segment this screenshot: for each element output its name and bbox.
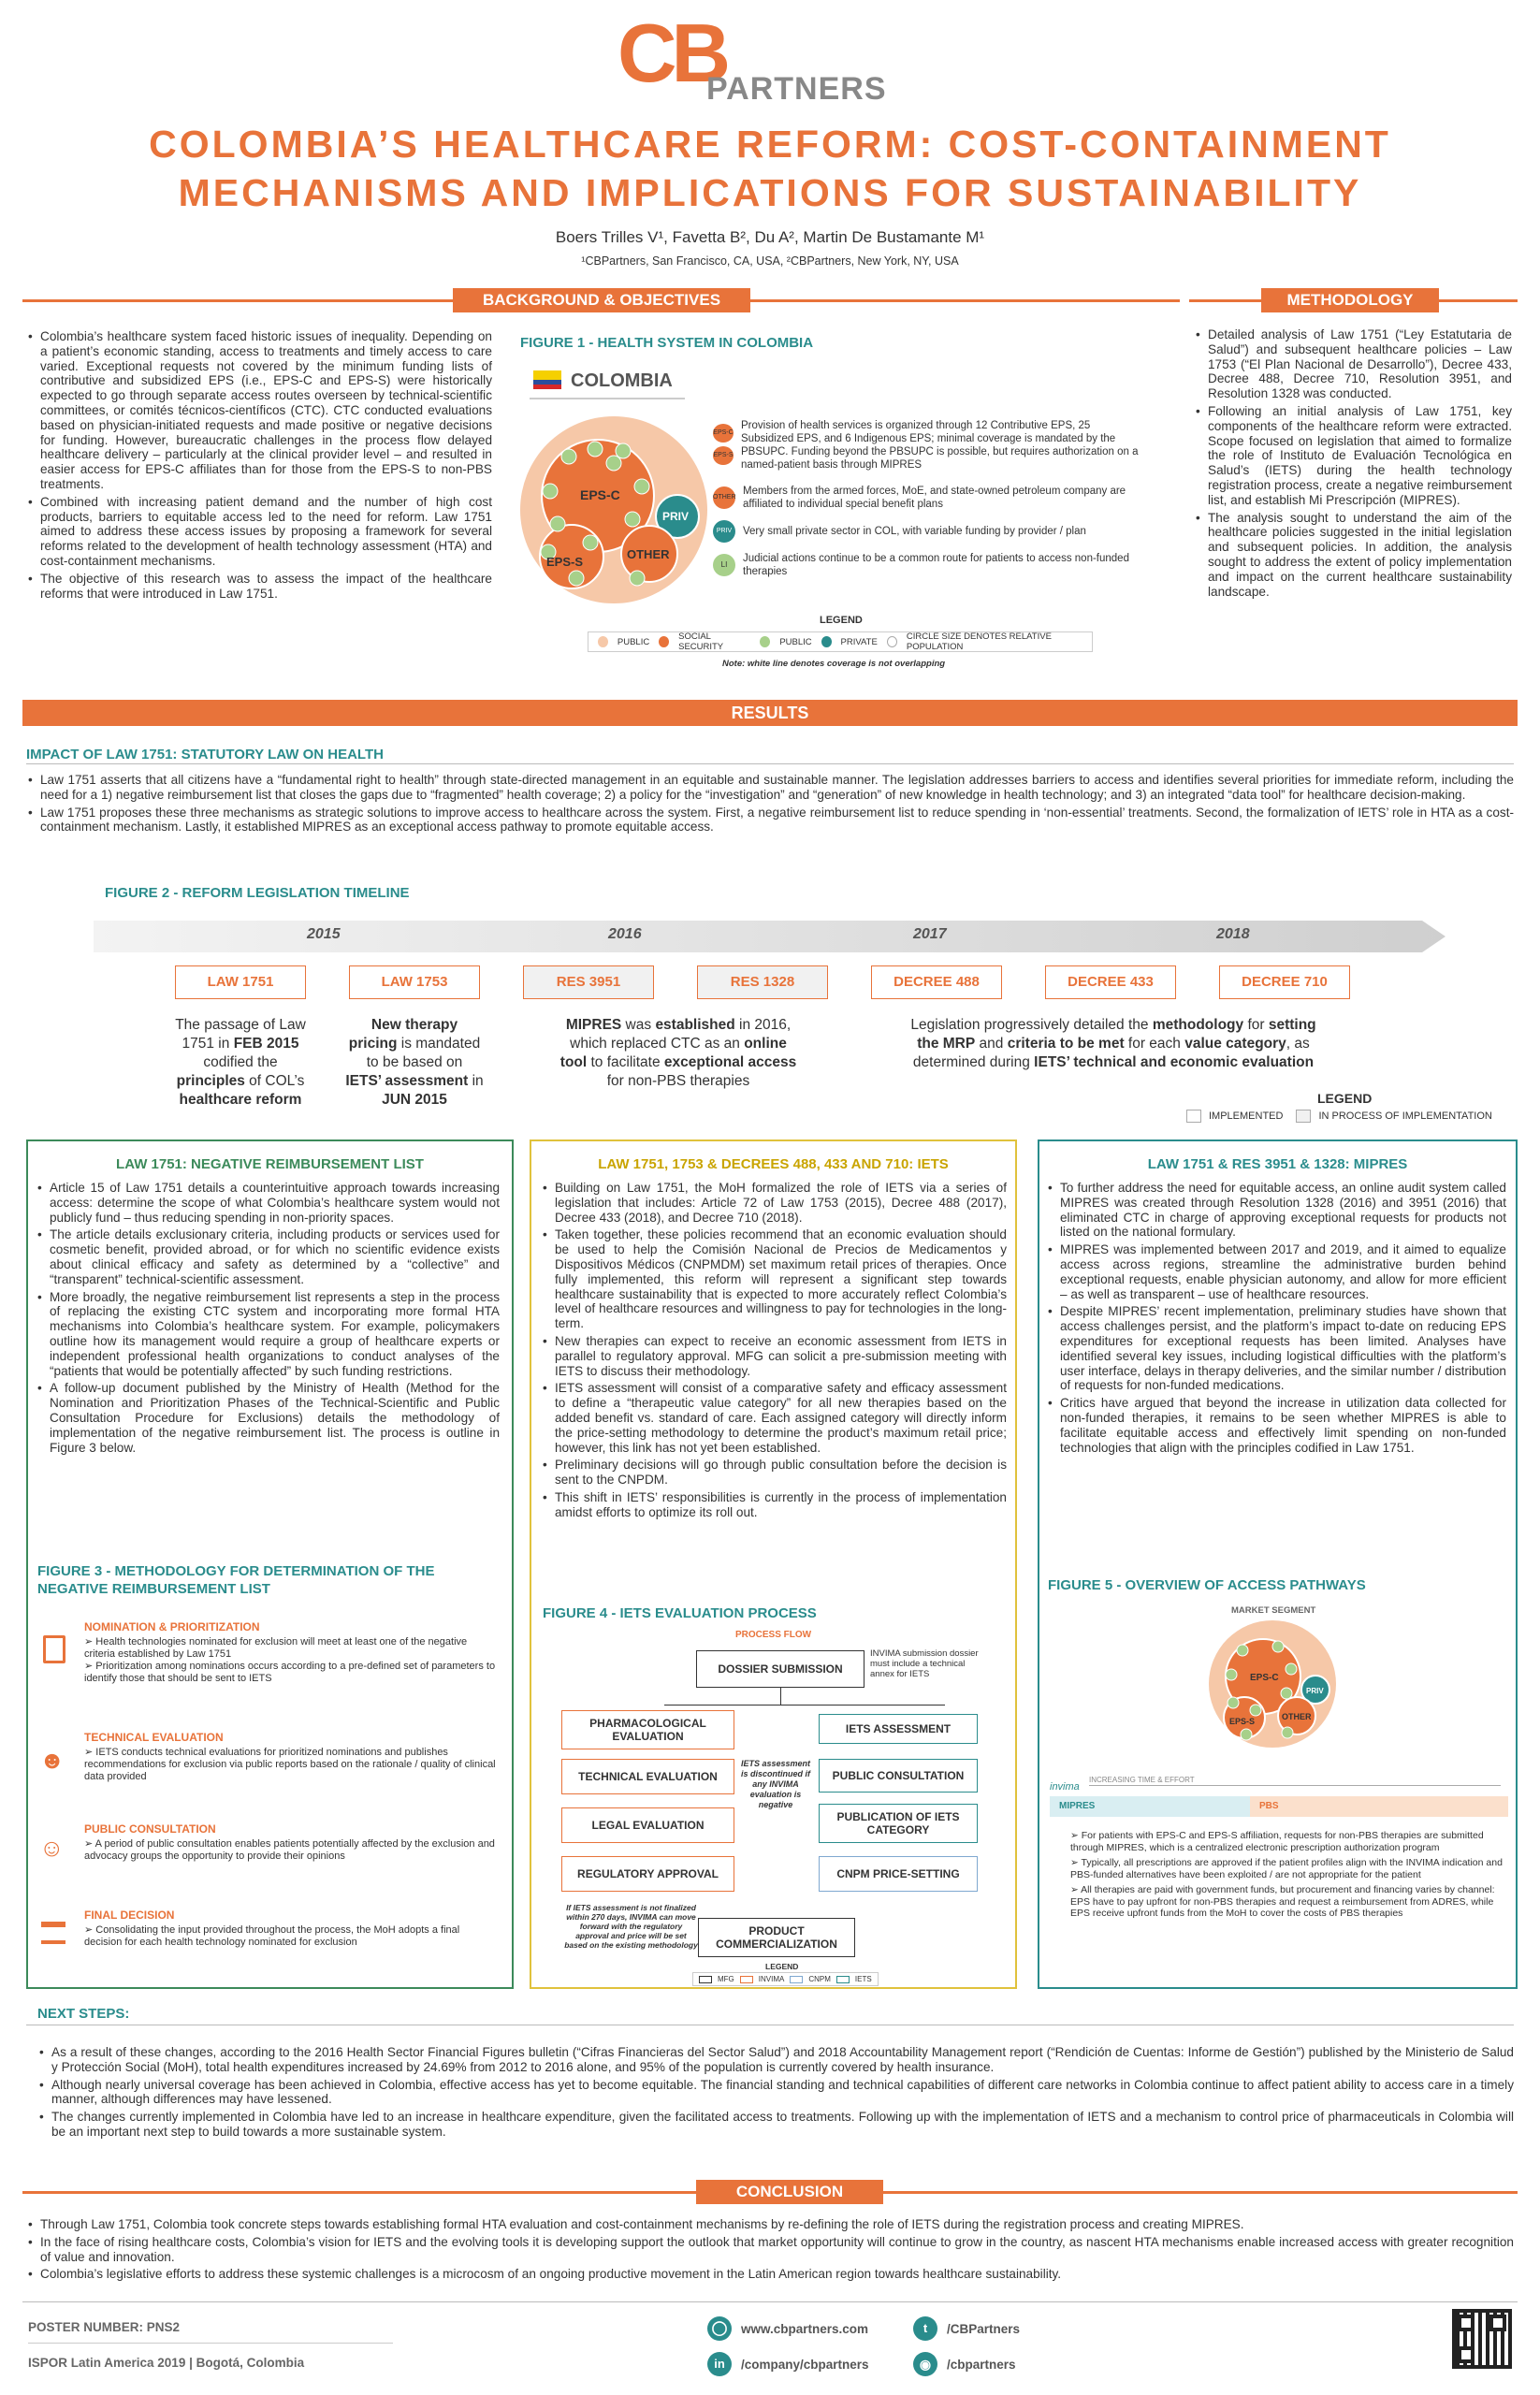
qr-code-icon[interactable]: [1452, 2309, 1512, 2369]
next-p2: • Although nearly universal coverage has been achieved in Colombia, effective access has yet to become equitable. The financial standing and technical capabilities of different care networks in Colombia continue to affect patient ability to access care in a timely manner, although differences may have lessened.: [37, 2078, 1514, 2108]
event-name: ISPOR Latin America 2019 | Bogotá, Colombia: [28, 2356, 305, 2370]
legend-implemented: IMPLEMENTED: [1209, 1110, 1284, 1122]
twitter-icon: t: [913, 2316, 937, 2341]
people-icon: ☺: [39, 1834, 65, 1862]
figure-4-title: FIGURE 4 - IETS EVALUATION PROCESS: [543, 1605, 817, 1621]
col1-p4: • A follow-up document published by the Ministry of Health (Method for the Nomination and Prioritization Phases of the Technical-Scientific and Public Consultation Procedure for Exclusions) details the methodology of implementation of the negative reimbursement list. The process is outline in Figure 3 below.: [36, 1381, 500, 1455]
col1-p2: • The article details exclusionary criteria, including products or services used for cosmetic benefit, provided abroad, or for which no scientific evidence exists about clinical efficacy and safety as determined by a “collective” and “transparent” technical-scientific assessment.: [36, 1227, 500, 1286]
col2-text: [541, 1181, 1007, 1523]
document-icon: [43, 1635, 65, 1663]
fig1-row-text-other: Members from the armed forces, MoE, and state-owned petroleum company are affiliated to individual special benefit plans: [743, 486, 1126, 510]
invima-note: INVIMA submission dossier must include a technical annex for IETS: [870, 1648, 979, 1679]
svg-text:EPS-S: EPS-S: [1229, 1717, 1256, 1726]
timeline-res-3951: RES 3951: [523, 965, 654, 999]
fig2-legend-title: LEGEND: [1317, 1091, 1373, 1106]
regulatory-approval-box: REGULATORY APPROVAL: [561, 1856, 734, 1892]
legend-social-security: SOCIAL SECURITY: [678, 631, 724, 652]
impact-title: IMPACT OF LAW 1751: STATUTORY LAW ON HEALTH: [26, 747, 384, 762]
legend-cnpm: CNPM: [808, 1975, 831, 1983]
technical-evaluation-box: TECHNICAL EVALUATION: [561, 1759, 734, 1794]
legend-public-2: PUBLIC: [779, 636, 812, 647]
colombia-flag-icon: [533, 370, 561, 389]
legend-circle-size: CIRCLE SIZE DENOTES RELATIVE POPULATION: [906, 631, 1052, 652]
time-effort-axis: [1089, 1776, 1501, 1787]
col3-p1: • To further address the need for equitable access, an online audit system called MIPRES was created through Resolution 1328 (2016) and 3951 (2016) that eliminated CTC in charge of approving exceptional requests for products not listed on the national formulary.: [1046, 1181, 1506, 1240]
legend-invima: INVIMA: [758, 1975, 785, 1983]
timeline-desc-3: MIPRES was established in 2016, which replaced CTC as an online tool to facilitate exceptional access for non-PBS therapies: [559, 1017, 797, 1089]
health-system-bubbles: [520, 412, 707, 608]
methodology-header: METHODOLOGY: [1261, 288, 1439, 312]
figure-2-title: FIGURE 2 - REFORM LEGISLATION TIMELINE: [105, 885, 410, 901]
fig2-legend: [1186, 1110, 1492, 1123]
timeline-decree-488: DECREE 488: [871, 965, 1002, 999]
col1-p3: • More broadly, the negative reimbursement list represents a step in the process of replacing the existing CTC system and incorporating more formal HTA mechanisms into Colombia’s healthcare system. For example, policymakers outline how its management would require a group of healthcare experts or independent professional health organizations to conduct analyses of the “patients that would be potentially affected” by such funding restrictions.: [36, 1290, 500, 1379]
impact-p1: • Law 1751 asserts that all citizens have a “fundamental right to health” through state-directed management in an equitable and sustainable manner. The legislation addresses barriers to access and identifies several priorities for immediate reform, including the need for a 1) negative reimbursement list that closes the gaps due to “fragmented” health coverage; 2) a policy for the “investigation” and “generation” of new knowledge in health technology; and 3) an integrated “data tool” for healthcare decision-making.: [26, 773, 1514, 803]
website-text: www.cbpartners.com: [741, 2321, 869, 2336]
col1-p1: • Article 15 of Law 1751 details a counterintuitive approach towards increasing access: determine the scope of what Colombia’s healthcare system would not publicly fund – thus reducing spending in non-priority spaces.: [36, 1181, 500, 1225]
svg-text:PRIV: PRIV: [1306, 1687, 1324, 1695]
next-steps-title: NEXT STEPS:: [37, 2006, 130, 2022]
legal-evaluation-box: LEGAL EVALUATION: [561, 1807, 734, 1843]
legend-private: PRIVATE: [840, 636, 878, 647]
title-line-1: COLOMBIA’S HEALTHCARE REFORM: COST-CONTAINMENT: [149, 123, 1391, 166]
timeline-law-1753: LAW 1753: [349, 965, 480, 999]
linkedin-link[interactable]: [707, 2352, 869, 2376]
col2-p3: • New therapies can expect to receive an economic assessment from IETS in parallel to regulatory approval. MFG can solicit a pre-submission meeting with IETS to discuss their methodology.: [541, 1334, 1007, 1378]
eps-icon: EPS-C EPS-S: [713, 424, 734, 467]
fig1-row-li: [713, 552, 1143, 578]
next-steps-text: [37, 2045, 1514, 2142]
col2-p6: • This shift in IETS’ responsibilities is currently in the process of implementation amidst efforts to optimize its roll out.: [541, 1490, 1007, 1520]
process-flow-label: PROCESS FLOW: [735, 1630, 812, 1640]
axis-label: INCREASING TIME & EFFORT: [1089, 1776, 1195, 1784]
cnpm-price-setting-box: CNPM PRICE-SETTING: [819, 1856, 978, 1892]
fig5-bullet-3: All therapies are paid with government funds, but procurement and financing varies by channel: EPS have to pay upfront for non-PBS therapies and request a reimbursement from ADRES, while EPS receive upfront funds from the MoH to cover the costs of PBS therapies: [1070, 1884, 1495, 1919]
col2-p1: • Building on Law 1751, the MoH formalized the role of IETS via a series of legislation that includes: Article 72 of Law 1753 (2015), Decree 488 (2017), Decree 433 (2018), and Decree 710 (2018).: [541, 1181, 1007, 1225]
timeline-res-1328: RES 1328: [697, 965, 828, 999]
conclusion-p1: • Through Law 1751, Colombia took concrete steps towards establishing formal HTA evaluation and cost-containment mechanisms by re-defining the role of IETS during the registration process and creating MIPRES.: [26, 2217, 1514, 2232]
publication-iets-category-box: PUBLICATION OF IETS CATEGORY: [819, 1804, 978, 1843]
priv-icon: PRIV: [713, 520, 735, 543]
fig1-row-priv: [713, 520, 1143, 543]
country-label: COLOMBIA: [571, 370, 673, 391]
impact-p2: • Law 1751 proposes these three mechanisms as strategic solutions to improve access to healthcare across the system. First, a negative reimbursement list to reduce spending in ‘non-essential’ treatments. Second, the formalization of IETS’ role in HTA as a cost-containment mechanism. Lastly, it established MIPRES as an exceptional access pathway to promote equitable access.: [26, 806, 1514, 835]
logo-cb: CB: [617, 7, 726, 99]
priv-label: PRIV: [662, 510, 690, 523]
linkedin-text: /company/cbpartners: [741, 2357, 869, 2372]
linkedin-icon: in: [707, 2352, 732, 2376]
pharmacological-evaluation-box: PHARMACOLOGICAL EVALUATION: [561, 1710, 734, 1749]
iets-discontinued-note: IETS assessment is discontinued if any INVIMA evaluation is negative: [740, 1759, 811, 1809]
legend-iets: IETS: [854, 1975, 872, 1983]
people-group-icon: ☻: [39, 1746, 65, 1774]
timeline-decree-433: DECREE 433: [1045, 965, 1176, 999]
pbs-bar: PBS: [1250, 1796, 1508, 1817]
instagram-text: /cbpartners: [947, 2357, 1016, 2372]
fig1-row-text-eps: Provision of health services is organized through 12 Contributive EPS, 25 Subsidized EPS, and 6 Indigenous EPS; minimal coverage is mandated by the PBSUPC. Funding beyond the PBSUPC is possible, but requires authorization on a named-patient basis through MIPRES: [741, 420, 1139, 471]
next-p1: • As a result of these changes, according to the 2016 Health Sector Financial Figures bulletin (“Cifras Financieras del Sector Salud”) and 2018 Accountability Management report (“Rendición de Cuentas: Informe de Gestión”) published by the Ministerio de Salud y Protección Social (MoH), total health expenditures increased by 24.69% from 2012 to 2016 alone, and 95% of the population is currently covered by health insurance.: [37, 2045, 1514, 2075]
background-text: [26, 329, 492, 603]
figure-5-title: FIGURE 5 - OVERVIEW OF ACCESS PATHWAYS: [1048, 1577, 1366, 1593]
market-segment-label: MARKET SEGMENT: [1231, 1605, 1316, 1616]
logo: [617, 7, 917, 107]
invima-logo: invima: [1050, 1781, 1080, 1793]
figure-1-title: FIGURE 1 - HEALTH SYSTEM IN COLOMBIA: [520, 335, 814, 351]
other-icon: OTHER: [713, 486, 735, 509]
mipres-bar: MIPRES: [1050, 1796, 1250, 1817]
methodology-p1: • Detailed analysis of Law 1751 (“Ley Estatutaria de Salud”) and subsequent healthcare policies – Law 1753 (“El Plan Nacional de Desarrollo”), Decree 433, Decree 488, Decree 710, Resolution 3951, and Resolution 1328 was conducted.: [1194, 327, 1512, 401]
iets-assessment-box: IETS ASSESSMENT: [819, 1714, 978, 1744]
other-label: OTHER: [627, 547, 670, 561]
col3-p2: • MIPRES was implemented between 2017 and 2019, and it aimed to equalize access across regions, streamline the administrative burden behind exceptional requests, enable physician autonomy, and allow for more efficient – as well as transparent – use of healthcare resources.: [1046, 1242, 1506, 1301]
col2-p5: • Preliminary decisions will go through public consultation before the decision is sent to the CNPDM.: [541, 1458, 1007, 1488]
twitter-text: /CBPartners: [947, 2321, 1021, 2336]
next-p3: • The changes currently implemented in Colombia have led to an increase in healthcare expenditure, given the facilitated access to treatments. Following up with the implementation of IETS and a mechanism to control price of pharmaceuticals in Colombia will be an important next step to build towards a more sustainable system.: [37, 2110, 1514, 2140]
conclusion-p3: • Colombia’s legislative efforts to address these systemic challenges is a microcosm of an ongoing productive movement in the Latin American region towards healthcare sustainability.: [26, 2267, 1514, 2282]
country-underline: [530, 398, 685, 399]
instagram-icon: ◉: [913, 2352, 937, 2376]
fig1-note: Note: white line denotes coverage is not overlapping: [722, 659, 946, 669]
access-pathway-bubbles: [1207, 1618, 1338, 1749]
methodology-text: [1194, 327, 1512, 602]
logo-partners: PARTNERS: [706, 71, 887, 107]
twitter-link[interactable]: [913, 2316, 1020, 2341]
fig4-legend-title: LEGEND: [765, 1962, 799, 1971]
dossier-submission-box: DOSSIER SUBMISSION: [696, 1650, 864, 1688]
poster-number: POSTER NUMBER: PNS2: [28, 2320, 181, 2334]
fig1-row-eps: [713, 419, 1143, 472]
timeline-desc-2: New therapy pricing is mandated to be based on IETS’ assessment in JUN 2015: [345, 1017, 484, 1108]
fig4-legend: [692, 1972, 879, 1986]
col3-p3: • Despite MIPRES’ recent implementation, preliminary studies have shown that access challenges persist, and the platform’s impact to-date on reducing EPS expenditures for exceptional requests has been limited. Analyses have identified several key issues, including logistical difficulties with the platform’s user interface, delays in therapy deliveries, and the similar number / distribution of requests for non-funded medications.: [1046, 1304, 1506, 1393]
timeline-decree-710: DECREE 710: [1219, 965, 1350, 999]
government-building-icon: [41, 1922, 65, 1944]
instagram-link[interactable]: [913, 2352, 1016, 2376]
methodology-p3: • The analysis sought to understand the aim of the healthcare policies suggested in the initial legislation and subsequent policies. In addition, the analysis sought to address the extent of policy implementation and impact on the current healthcare sustainability landscape.: [1194, 511, 1512, 600]
conclusion-text: [26, 2217, 1514, 2285]
col1-title: LAW 1751: NEGATIVE REIMBURSEMENT LIST: [116, 1156, 424, 1172]
background-header: BACKGROUND & OBJECTIVES: [453, 288, 750, 312]
col2-title: LAW 1751, 1753 & DECREES 488, 433 AND 710: IETS: [598, 1156, 949, 1172]
col3-p4: • Critics have argued that beyond the increase in utilization data collected for non-funded therapies, it remains to be seen whether MIPRES is able to facilitate equitable access and effectively limit spending on non-funded technologies that align with the principles codified in Law 1751.: [1046, 1396, 1506, 1455]
fig1-row-text-priv: Very small private sector in COL, with variable funding by provider / plan: [743, 526, 1086, 537]
legend-in-process: IN PROCESS OF IMPLEMENTATION: [1318, 1110, 1492, 1122]
fig5-bullet-2: Typically, all prescriptions are approved if the patient profiles align with the INVIMA indication and PBS-funded alternatives have been exploited / are not appropriate for the patient: [1070, 1857, 1503, 1880]
fig5-bullets: ➢ For patients with EPS-C and EPS-S affiliation, requests for non-PBS therapies are submitted through MIPRES, which is a centralized electronic prescription authorization program ➢ Typically, all prescriptions are approved if the patient profiles align with the INVIMA indication and PBS-funded alternatives have been exploited / are not appropriate for the patient ➢ All therapies are paid with government funds, but procurement and financing varies by channel: EPS have to pay upfront for non-PBS therapies and request a reimbursement from ADRES, while EPS receive upfront funds from the MoH to cover the costs of PBS therapies: [1070, 1830, 1503, 1919]
footer-rule-2: [28, 2343, 393, 2344]
background-p3: • The objective of this research was to assess the impact of the healthcare reforms that were introduced in Law 1751.: [26, 572, 492, 602]
fig3-step-4: FINAL DECISION ➢ Consolidating the input provided throughout the process, the MoH adopts a final decision for each health technology nominated for exclusion: [37, 1909, 496, 1949]
legend-public: PUBLIC: [617, 636, 650, 647]
poster-title: [0, 120, 1540, 217]
fig1-rows: [713, 419, 1143, 578]
col3-text: [1046, 1181, 1506, 1458]
fig1-row-text-li: Judicial actions continue to be a common route for patients to access non-funded therapies: [743, 553, 1129, 577]
flow-line-top: [664, 1705, 945, 1706]
public-consultation-box: PUBLIC CONSULTATION: [819, 1759, 978, 1793]
fig3-step-2: ☻ TECHNICAL EVALUATION ➢ IETS conducts technical evaluations for prioritized nominations and publishes recommendations for exclusion via public reports based on the rationale / quality of clinical data provided: [39, 1731, 496, 1782]
impact-rule: [26, 763, 1514, 764]
background-p1: • Colombia’s healthcare system faced historic issues of inequality. Depending on a patient’s economic standing, access to treatments and timely access to care varied. Exceptional requests not covered by the minimum funding lists of contributive and subsidized EPS (i.e., EPS-C and EPS-S) were historically expected to go through separate access routes overseen by technical-scientific committees, or comités técnicos-científicos (CTC). CTC conducted evaluations based on physician-initiated requests and made positive or negative decisions for funding. However, bureaucratic challenges in the process flow delayed healthcare delivery – particularly at the clinical provider level – and resulted in easier access for EPS-C affiliates than for those from the EPS-S to non-PBS treatments.: [26, 329, 492, 492]
website-link[interactable]: [707, 2316, 868, 2341]
fig1-legend: [588, 631, 1093, 652]
year-2016: 2016: [608, 926, 642, 942]
svg-text:EPS-C: EPS-C: [1250, 1673, 1279, 1683]
col1-text: [36, 1181, 500, 1458]
conclusion-header: CONCLUSION: [696, 2180, 883, 2204]
year-2017: 2017: [913, 926, 947, 942]
epsc-label: EPS-C: [580, 487, 620, 502]
fig5-bullet-1: For patients with EPS-C and EPS-S affiliation, requests for non-PBS therapies are submitted through MIPRES, which is a centralized electronic prescription authorization program: [1070, 1830, 1484, 1853]
col2-p4: • IETS assessment will consist of a comparative safety and efficacy assessment to define a “therapeutic value category” for all new therapies based on the added benefit vs. standard of care. Each assigned category will directly inform the price-setting methodology to determine the product’s maximum retail price; however, this link has not yet been established.: [541, 1381, 1007, 1455]
svg-text:OTHER: OTHER: [1282, 1712, 1312, 1721]
col2-p2: • Taken together, these policies recommend that an economic evaluation should be used to help the Comisión Nacional de Precios de Medicamentos y Dispositivos Médicos (CNPMDM) set maximum retail prices of therapies. Once fully implemented, this reform will represent a significant step towards healthcare sustainability that is expected to more accurately reflect Colombia’s level of healthcare resources and willingness to pay for technologies in the long-term.: [541, 1227, 1007, 1331]
background-p2: • Combined with increasing patient demand and the number of high cost products, barriers to equitable access led to the need for reform. Law 1751 aimed to address these access issues by proposing a framework for several reforms related to the development of health technology assessment (HTA) and cost-containment mechanisms.: [26, 495, 492, 569]
year-2015: 2015: [307, 926, 341, 942]
year-2018: 2018: [1216, 926, 1250, 942]
epss-label: EPS-S: [546, 555, 584, 569]
footer-rule: [22, 2301, 1518, 2302]
title-line-2: MECHANISMS AND IMPLICATIONS FOR SUSTAINABILITY: [178, 171, 1362, 214]
legend-mfg: MFG: [718, 1975, 734, 1983]
regulatory-deadline-note: If IETS assessment is not finalized within 270 days, INVIMA can move forward with the regulatory approval and price will be set based on the existing methodology: [564, 1903, 698, 1950]
impact-text: [26, 773, 1514, 837]
flow-line-vert: [780, 1688, 781, 1705]
product-commercialization-box: PRODUCT COMMERCIALIZATION: [698, 1918, 855, 1957]
methodology-p2: • Following an initial analysis of Law 1751, key components of the healthcare reform were extracted. Scope focused on legislation that aimed to formalize the role of Instituto de Evaluación Tecnológica en Salud’s (IETS) during the health technology registration process, create a negative reimbursement list, and establish Mi Prescripción (MIPRES).: [1194, 404, 1512, 508]
globe-icon: ◯: [707, 2316, 732, 2341]
fig3-step-3: ☺ PUBLIC CONSULTATION ➢ A period of public consultation enables patients potentially affected by the exclusion and advocacy groups the opportunity to provide their opinions: [39, 1822, 495, 1862]
timeline-desc-4: Legislation progressively detailed the methodology for setting the MRP and criteria to be met for each value category, as determined during IETS’ technical and economic evaluation: [910, 1017, 1316, 1070]
pathway-bar: [1050, 1796, 1508, 1817]
conclusion-p2: • In the face of rising healthcare costs, Colombia’s vision for IETS and the evolving tools it is developing support the outlook that market opportunity will continue to grow in the country, as nascent HTA mechanisms enable increased access with greater recognition of value and innovation.: [26, 2235, 1514, 2265]
results-header: RESULTS: [22, 700, 1518, 726]
col3-title: LAW 1751 & RES 3951 & 1328: MIPRES: [1147, 1156, 1408, 1172]
li-icon: LI: [713, 554, 735, 576]
fig1-legend-title: LEGEND: [820, 615, 863, 626]
fig1-row-other: [713, 485, 1143, 511]
timeline-desc-1: The passage of Law 1751 in FEB 2015 codified the principles of COL’s healthcare reform: [175, 1017, 306, 1108]
affiliations: ¹CBPartners, San Francisco, CA, USA, ²CBPartners, New York, NY, USA: [581, 254, 959, 268]
figure-3-title: FIGURE 3 - METHODOLOGY FOR DETERMINATION OF THE NEGATIVE REIMBURSEMENT LIST: [37, 1563, 435, 1597]
authors: Boers Trilles V¹, Favetta B², Du A², Martin De Bustamante M¹: [555, 228, 985, 246]
timeline-law-1751: LAW 1751: [175, 965, 306, 999]
fig3-step-1: NOMINATION & PRIORITIZATION ➢ Health technologies nominated for exclusion will meet at least one of the negative criteria established by Law 1751 ➢ Prioritization among nominations occurs according to a pre-defined set of parameters to identify those that should be sent to IETS: [37, 1620, 496, 1685]
